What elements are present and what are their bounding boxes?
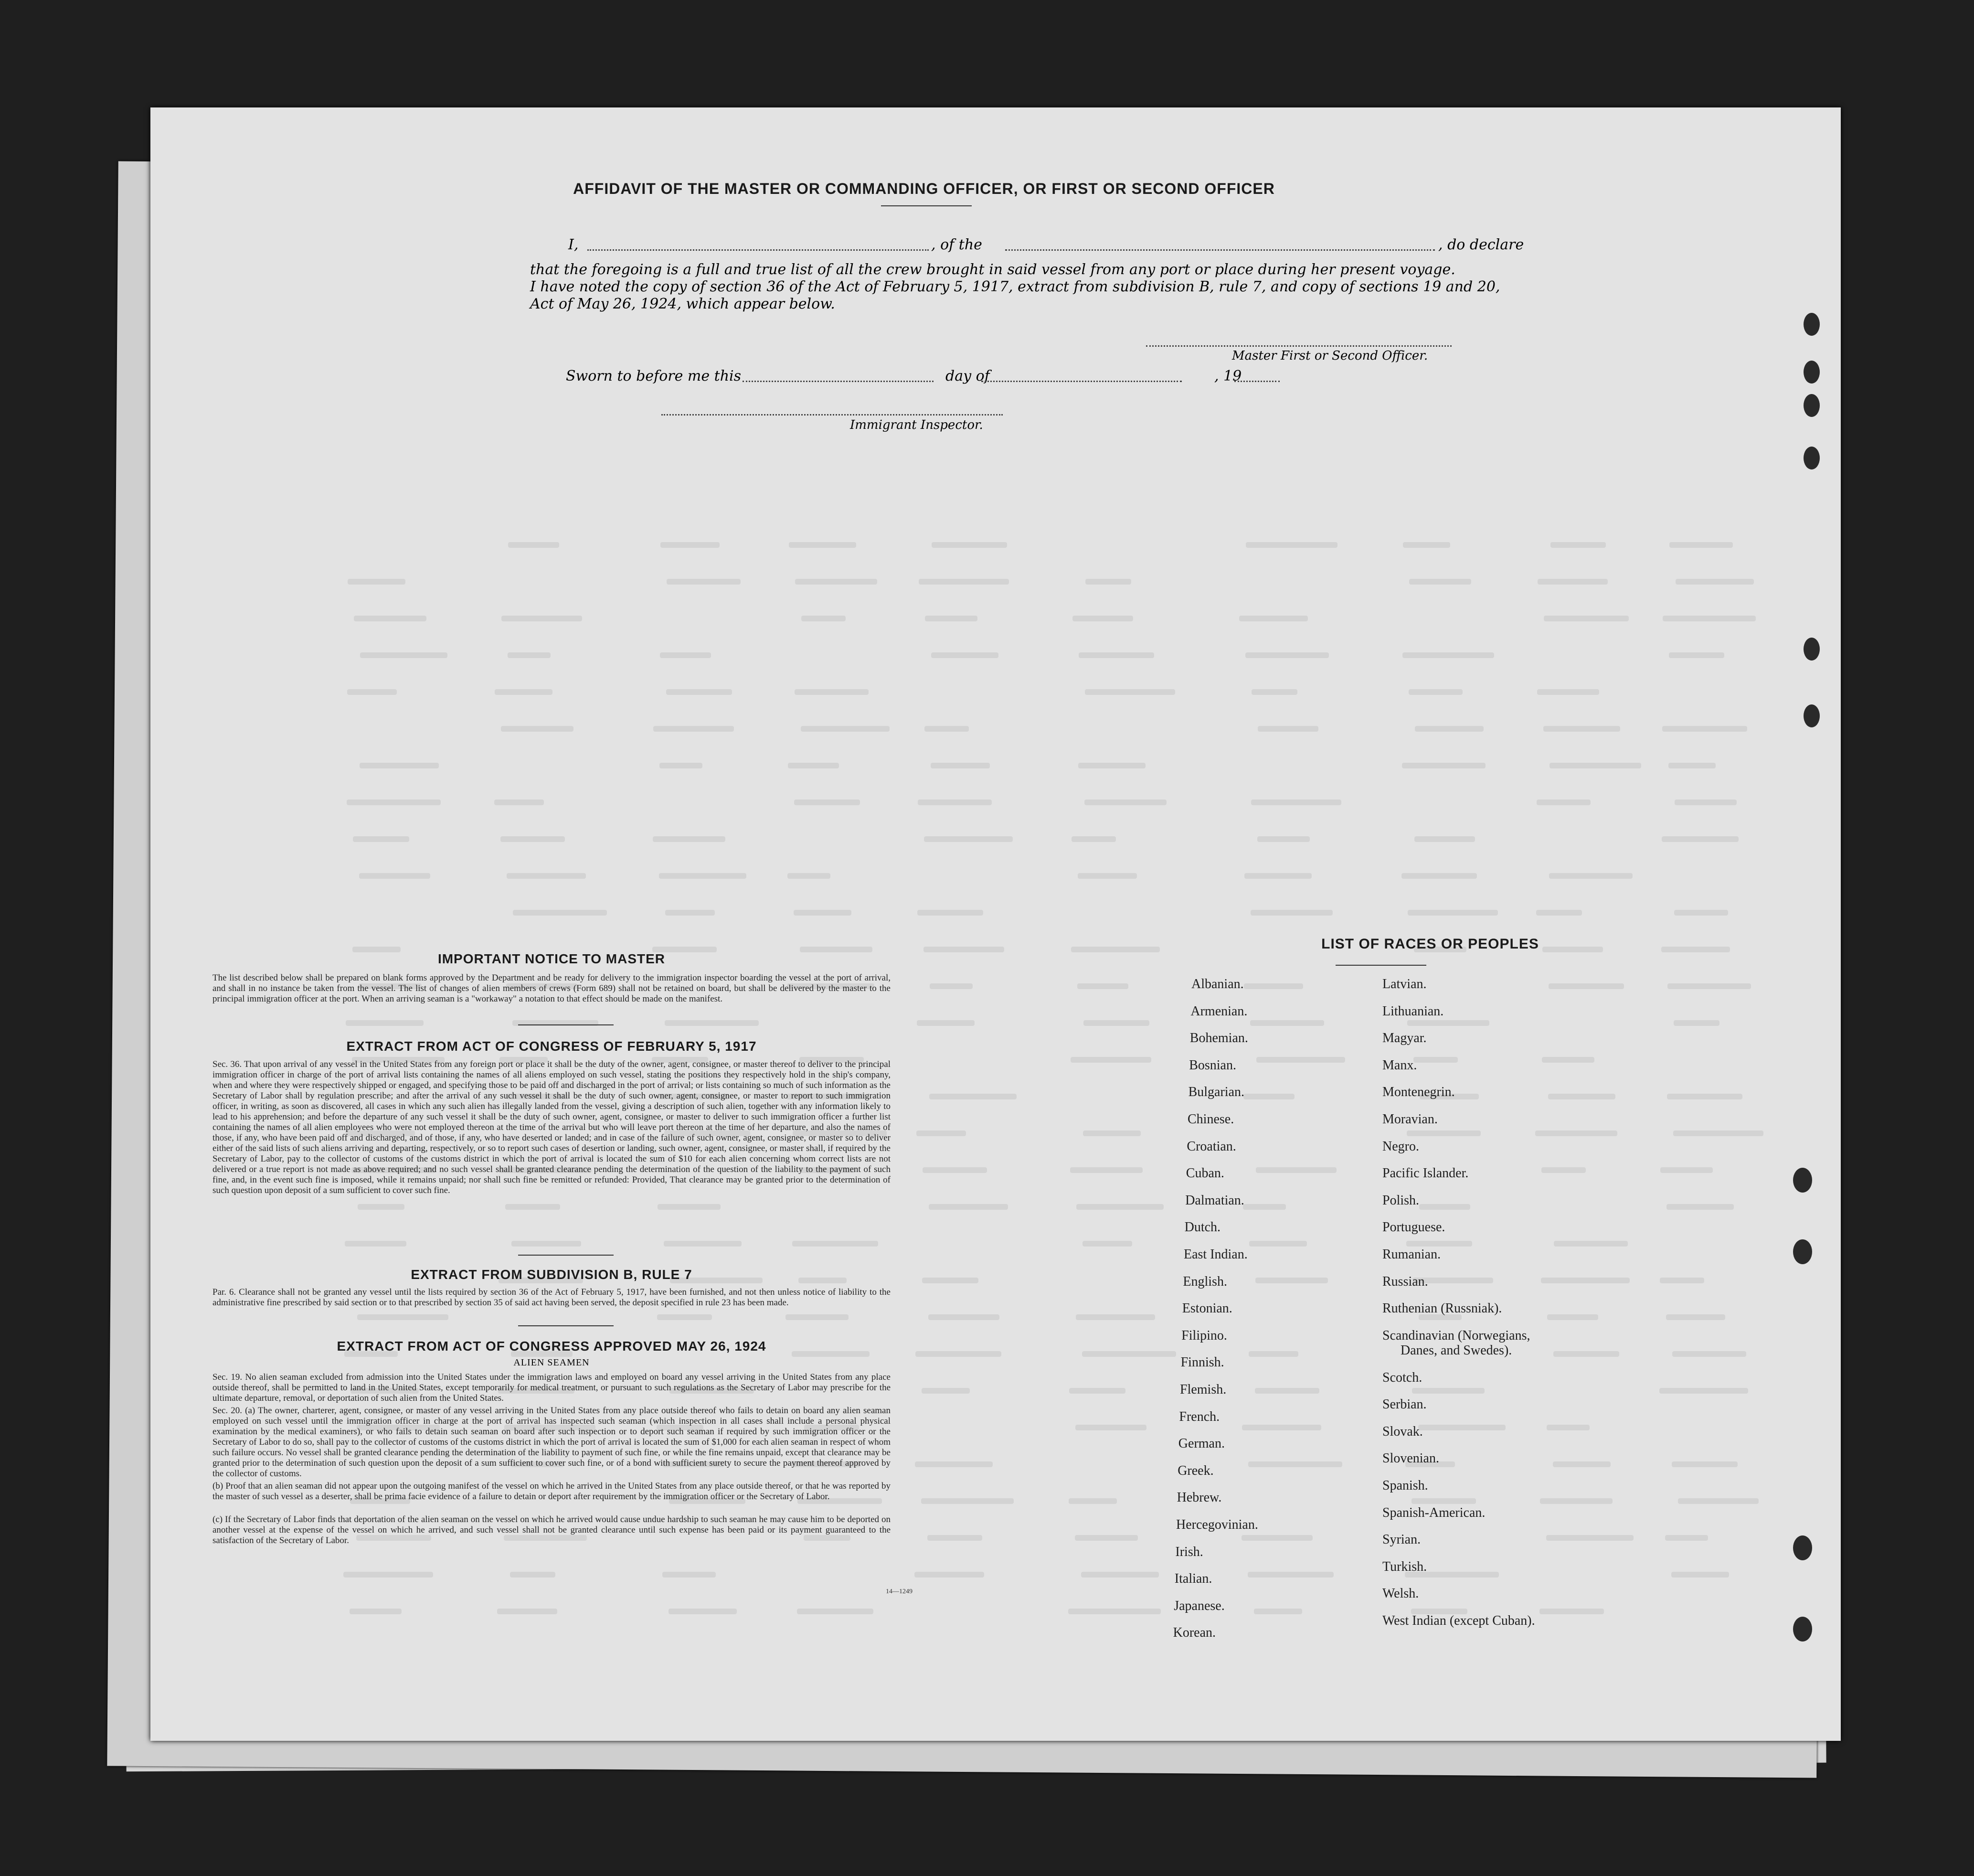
race-item: Estonian. (1182, 1301, 1232, 1316)
bleed-mark (801, 616, 846, 621)
bleed-mark (1077, 983, 1128, 989)
affidavit-line-1 (568, 236, 1566, 256)
bleed-mark (1408, 910, 1498, 916)
bleed-mark (931, 652, 998, 658)
bleed-mark (1254, 1609, 1302, 1614)
vessel-blank (1005, 249, 1435, 251)
race-item: Lithuanian. (1382, 1003, 1444, 1019)
bleed-mark (922, 1388, 970, 1394)
divider (518, 1024, 614, 1025)
extract-1924-subtitle: ALIEN SEAMEN (513, 1357, 590, 1368)
race-item: Pacific Islander. (1382, 1166, 1469, 1181)
extract-rule7-text: Par. 6. Clearance shall not be granted any vessel until the lists required by section 36 of the Act of February 5, 1917, have been furnished, and not then unless notice of liability to the administrative fine prescribed by said section or to that prescribed by section 35 of said act having been served, the deposit specified in rule 23 has been made. (212, 1287, 891, 1308)
race-item: Albanian. (1191, 977, 1244, 991)
bleed-mark (922, 1278, 978, 1283)
bleed-mark (505, 1204, 560, 1210)
extract-1924-sec20a: Sec. 20. (a) The owner, charterer, agent, consignee, or master of any vessel arriving in the United States from any place outside thereof who fails to detain on board any alien seaman employed on such vessel until the immigration officer in charge at the port of arrival has inspected such seaman (which inspection in all cases shall include a personal physical examination by the medical examiners), or who fails to detain such seaman on board after such inspection or to deport such seaman if required by such immigration officer or the Secretary of Labor to do so, shall pay to the collector of customs of the customs district in which the port of arrival is located the sum of $1,000 for each alien seaman in respect of whom such failure occurs. No vessel shall be granted clearance pending the determination of the liability to payment of such fine, or while the fine remains unpaid, except that clearance may be granted prior to the determination of such question upon the deposit of a sum sufficient to cover such fine, or of a bond with sufficient surety to secure the payment thereof approved by the collector of customs. (212, 1406, 891, 1479)
bleed-mark (1243, 1204, 1286, 1210)
bleed-mark (1256, 1167, 1337, 1173)
bleed-mark (1537, 689, 1599, 695)
bleed-mark (653, 836, 725, 842)
race-item: Ruthenian (Russniak). (1382, 1301, 1502, 1316)
race-item: Russian. (1382, 1274, 1428, 1289)
bleed-mark (665, 1020, 759, 1026)
extract-1917-text: Sec. 36. That upon arrival of any vessel in the United States from any foreign port or place it shall be the duty of the owner, agent, consignee, or master thereof to deliver to the principal immigration officer in charge of the port of arrival lists containing the names of all aliens employed on such vessel, stating the positions they respectively hold in the ship's company, when and where they were respectively shipped or engaged, and specifying those to be paid off and discharged in the port of arrival; or lists containing so much of such information as the Secretary of Labor shall by regulation prescribe; and after the arrival of any such vessel it shall be the duty of such owner, agent, consignee, or master to report to such immigration officer, in writing, as soon as discovered, all cases in which any such alien has illegally landed from the vessel, giving a description of such alien, together with any information likely to lead to his apprehension; and before the departure of any such vessel it shall be the duty of such owner, agent, consignee, or master to deliver to such immigration officer a further list containing the names of all alien employees who were not employed thereon at the time of the arrival but who will leave port thereon at the time of her departure, and also the names of those, if any, who have been paid off and discharged, and of those, if any, who have deserted or landed; and in case of the failure of such owner, agent, consignee, or master so to deliver either of the said lists of such aliens arriving and departing, respectively, or so to report such cases of desertion or landing, such owner, agent, consignee, or master shall, if required by the Secretary of Labor, pay to the collector of customs of the customs district in which the port of arrival is located the sum of $10 for each alien concerning whom correct lists are not delivered or a true report is not made as above required; and no such vessel shall be granted clearance pending the determination of the question of the liability to the payment of such fine, and, in the event such fine is imposed, while it remains unpaid; nor shall such fine be remitted or refunded: Provided, That clearance may be granted prior to the determination of such question upon deposit of a sum sufficient to cover such fine. (212, 1059, 891, 1195)
punch-hole (1804, 638, 1820, 661)
bleed-mark (1085, 689, 1175, 695)
bleed-mark (801, 726, 890, 732)
race-item: Bosnian. (1189, 1057, 1236, 1073)
bleed-mark (658, 1204, 721, 1210)
manifest-page (150, 107, 1841, 1741)
bleed-mark (1069, 1498, 1117, 1504)
bleed-mark (1407, 1020, 1489, 1026)
bleed-mark (665, 910, 715, 916)
race-item: Spanish-American. (1382, 1505, 1486, 1520)
bleed-mark (1665, 1535, 1708, 1541)
bleed-mark (1675, 799, 1737, 805)
bleed-mark (1407, 1130, 1481, 1136)
race-item: Greek. (1178, 1463, 1214, 1478)
divider (1336, 965, 1426, 966)
bleed-mark (925, 616, 977, 621)
bleed-mark (1543, 726, 1620, 732)
race-item: East Indian. (1184, 1247, 1248, 1262)
bleed-mark (501, 726, 573, 732)
bleed-mark (787, 873, 830, 879)
bleed-mark (931, 763, 990, 768)
bleed-mark (508, 652, 551, 658)
bleed-mark (1079, 652, 1154, 658)
sworn-month-blank (981, 381, 1182, 382)
bleed-mark (1085, 579, 1131, 585)
bleed-mark (1674, 1020, 1719, 1026)
extract-1924-sec20c: (c) If the Secretary of Labor finds that deportation of the alien seaman on the vessel on which he arrived would cause undue hardship to such seaman he may cause him to be deported on another vessel at the expense of the vessel on which he arrived, and such vessel shall not be granted clearance until such expense has been paid or its payment guaranteed to the satisfaction of the Secretary of Labor. (212, 1514, 891, 1546)
bleed-mark (350, 1609, 402, 1614)
race-item: Finnish. (1180, 1355, 1224, 1370)
bleed-mark (653, 726, 734, 732)
bleed-mark (508, 542, 559, 548)
bleed-mark (345, 1241, 406, 1247)
race-item: Manx. (1382, 1057, 1417, 1073)
race-item: French. (1179, 1409, 1220, 1424)
bleed-mark (924, 726, 969, 732)
bleed-mark (794, 910, 851, 916)
bleed-mark (915, 1351, 1001, 1357)
bleed-mark (1242, 1535, 1313, 1541)
bleed-mark (513, 910, 607, 916)
bleed-mark (1666, 1204, 1734, 1210)
race-item: Dutch. (1184, 1220, 1221, 1235)
bleed-mark (346, 1020, 424, 1026)
bleed-mark (917, 1020, 975, 1026)
bleed-mark (1242, 1425, 1321, 1430)
bleed-mark (1249, 1241, 1307, 1247)
bleed-mark (360, 652, 447, 658)
notice-text: The list described below shall be prepared on blank forms approved by the Department and be ready for delivery to the immigration inspector boarding the vessel at the port of arrival, and shall in no instance be taken from the vessel. The list of changes of alien members of crews (Form 689) shall not be retained on board, but shall be delivered by the master to the principal immigration officer at the port. When an arriving seaman is a "workaway" a notation to that effect should be made on the manifest. (212, 973, 891, 1004)
inspector-label: Immigrant Inspector. (850, 418, 983, 432)
bleed-mark (1667, 1094, 1742, 1099)
bleed-mark (795, 579, 877, 585)
extract-1924-sec19: Sec. 19. No alien seaman excluded from admission into the United States under the immigration laws and employed on board any vessel arriving in the United States from any place outside thereof, shall be permitted to land in the United States, except temporarily for medical treatment, or pursuant to such regulations as the Secretary of Labor may prescribe for the ultimate departure, removal, or deportation of such alien from the United States. (212, 1372, 891, 1403)
bleed-mark (1661, 947, 1730, 952)
race-item: Hebrew. (1177, 1490, 1222, 1505)
bleed-mark (1072, 616, 1133, 621)
bleed-mark (510, 1572, 555, 1578)
bleed-mark (1071, 1057, 1151, 1063)
bleed-mark (1671, 1572, 1729, 1578)
race-item: Slovak. (1382, 1424, 1423, 1439)
sworn-day-blank (743, 381, 934, 382)
bleed-mark (1674, 910, 1728, 916)
punch-hole (1804, 313, 1820, 336)
bleed-mark (347, 689, 397, 695)
bleed-mark (917, 910, 983, 916)
race-item: Japanese. (1174, 1598, 1225, 1613)
sworn-prefix: Sworn to before me this (566, 368, 742, 384)
bleed-mark (918, 799, 992, 805)
bleed-mark (1538, 579, 1608, 585)
bleed-mark (1659, 1388, 1748, 1394)
race-item: Korean. (1173, 1625, 1216, 1641)
bleed-mark (1553, 1351, 1619, 1357)
bleed-mark (795, 689, 869, 695)
bleed-mark (1244, 873, 1312, 879)
bleed-mark (1243, 1094, 1295, 1099)
day-of-label: day of (945, 368, 990, 384)
bleed-mark (1251, 799, 1341, 805)
bleed-mark (1081, 1572, 1159, 1578)
race-item: Polish. (1382, 1193, 1420, 1208)
bleed-mark (1070, 1167, 1143, 1173)
bleed-mark (797, 1609, 873, 1614)
punch-hole (1793, 1617, 1812, 1642)
punch-hole (1804, 361, 1820, 384)
race-item: Dalmatian. (1185, 1193, 1244, 1208)
bleed-mark (1069, 1388, 1125, 1394)
race-item: Scotch. (1382, 1370, 1422, 1385)
bleed-mark (1244, 983, 1303, 989)
bleed-mark (1250, 1020, 1324, 1026)
bleed-mark (927, 1535, 982, 1541)
bleed-mark (1248, 1461, 1342, 1467)
bleed-mark (1662, 726, 1747, 732)
bleed-mark (664, 1241, 742, 1247)
bleed-mark (667, 579, 741, 585)
bleed-mark (1402, 763, 1486, 768)
declare-label: , do declare (1438, 236, 1524, 253)
race-item: Chinese. (1188, 1112, 1234, 1127)
divider (881, 205, 972, 206)
bleed-mark (497, 1609, 557, 1614)
race-item: Filipino. (1181, 1328, 1227, 1343)
bleed-mark (1403, 542, 1450, 548)
bleed-mark (347, 799, 441, 805)
bleed-mark (792, 1241, 878, 1247)
race-item: Hercegovinian. (1176, 1517, 1258, 1532)
bleed-mark (785, 1314, 849, 1320)
race-item: Negro. (1382, 1139, 1419, 1154)
race-item: West Indian (except Cuban). (1382, 1613, 1535, 1628)
race-item: Welsh. (1382, 1586, 1419, 1601)
extract-rule7-title: EXTRACT FROM SUBDIVISION B, RULE 7 (411, 1267, 692, 1282)
bleed-mark (1068, 1609, 1161, 1614)
bleed-mark (1255, 1278, 1328, 1283)
bleed-mark (788, 763, 839, 768)
race-item: Montenegrin. (1382, 1085, 1455, 1100)
bleed-mark (914, 1572, 984, 1578)
race-item: Danes, and Swedes). (1401, 1343, 1512, 1358)
race-item: Irish. (1175, 1544, 1203, 1559)
signature-blank (1146, 345, 1452, 347)
race-item: Bulgarian. (1188, 1085, 1245, 1100)
race-item: Bohemian. (1189, 1031, 1248, 1046)
bleed-mark (1412, 1388, 1485, 1394)
bleed-mark (1412, 1498, 1476, 1504)
bleed-mark (789, 542, 856, 548)
punch-hole (1804, 394, 1820, 417)
bleed-mark (1075, 1535, 1138, 1541)
divider (518, 1255, 614, 1256)
bleed-mark (1541, 1278, 1630, 1283)
bleed-mark (930, 983, 973, 989)
bleed-mark (1255, 1388, 1319, 1394)
race-item: Slovenian. (1382, 1451, 1439, 1466)
bleed-mark (1252, 689, 1297, 695)
affidavit-line-2: that the foregoing is a full and true list of all the crew brought in said vessel from any port or place during her present voyage. (530, 261, 1455, 278)
bleed-mark (657, 1314, 712, 1320)
bleed-mark (1672, 1351, 1746, 1357)
bleed-mark (1549, 873, 1633, 879)
bleed-mark (929, 1204, 1008, 1210)
bleed-mark (924, 836, 1013, 842)
punch-hole (1793, 1239, 1812, 1264)
bleed-mark (1668, 763, 1716, 768)
bleed-mark (357, 1314, 448, 1320)
bleed-mark (1083, 1020, 1149, 1026)
bleed-mark (1413, 1057, 1458, 1063)
bleed-mark (1409, 579, 1471, 585)
bleed-mark (354, 616, 426, 621)
race-item: Turkish. (1382, 1559, 1427, 1574)
race-item: Magyar. (1382, 1031, 1427, 1046)
bleed-mark (1248, 1572, 1334, 1578)
bleed-mark (1669, 652, 1724, 658)
bleed-mark (1418, 1425, 1506, 1430)
bleed-mark (507, 873, 586, 879)
sworn-line (566, 368, 1406, 387)
bleed-mark (923, 1167, 987, 1173)
bleed-mark (1078, 873, 1137, 879)
bleed-mark (1535, 1130, 1617, 1136)
bleed-mark (1663, 616, 1756, 621)
bleed-mark (358, 1204, 404, 1210)
name-blank (587, 249, 929, 251)
bleed-mark (1257, 836, 1310, 842)
bleed-mark (1246, 542, 1337, 548)
bleed-mark (1401, 873, 1477, 879)
bleed-mark (915, 1461, 993, 1467)
of-the-label: , of the (931, 236, 982, 253)
punch-hole (1804, 447, 1820, 469)
bleed-mark (1075, 1425, 1146, 1430)
bleed-mark (1537, 799, 1591, 805)
bleed-mark (666, 689, 732, 695)
affidavit-title: AFFIDAVIT OF THE MASTER OR COMMANDING OFFICER, OR FIRST OR SECOND OFFICER (573, 180, 1275, 197)
bleed-mark (1667, 983, 1751, 989)
sworn-year-blank (1234, 381, 1280, 382)
bleed-mark (1084, 799, 1167, 805)
race-item: Portuguese. (1382, 1220, 1445, 1235)
bleed-mark (932, 542, 1007, 548)
bleed-mark (1076, 1204, 1164, 1210)
bleed-mark (1541, 1167, 1586, 1173)
notice-title: IMPORTANT NOTICE TO MASTER (437, 951, 666, 966)
bleed-mark (1536, 910, 1582, 916)
race-item: Syrian. (1382, 1532, 1421, 1547)
punch-hole (1793, 1535, 1812, 1560)
bleed-mark (1550, 542, 1606, 548)
form-number: 14—1249 (886, 1588, 913, 1595)
bleed-mark (794, 799, 860, 805)
bleed-mark (659, 873, 746, 879)
bleed-mark (1256, 1057, 1345, 1063)
bleed-mark (1672, 1461, 1738, 1467)
bleed-mark (1678, 1498, 1759, 1504)
inspector-blank (661, 414, 1003, 416)
bleed-mark (1669, 542, 1733, 548)
bleed-mark (1076, 1314, 1155, 1320)
bleed-mark (1547, 1425, 1590, 1430)
race-item: Rumanian. (1382, 1247, 1441, 1262)
bleed-mark (1083, 1130, 1141, 1136)
bleed-mark (1539, 1609, 1604, 1614)
bleed-mark (1540, 1498, 1613, 1504)
extract-1917-title: EXTRACT FROM ACT OF CONGRESS OF FEBRUARY 5, 1917 (346, 1039, 757, 1054)
declarant-prefix: I, (568, 236, 579, 253)
affidavit-line-4: Act of May 26, 1924, which appear below. (530, 296, 835, 312)
bleed-mark (1660, 1278, 1704, 1283)
bleed-mark (1258, 726, 1318, 732)
bleed-mark (929, 1094, 1017, 1099)
bleed-mark (495, 689, 552, 695)
bleed-mark (1409, 689, 1463, 695)
bleed-mark (511, 1241, 581, 1247)
bleed-mark (1676, 579, 1754, 585)
affidavit-line-3: I have noted the copy of section 36 of the Act of February 5, 1917, extract from subdivision B, rule 7, and copy of sections 19 and 20, (530, 278, 1500, 295)
race-item: Croatian. (1187, 1139, 1236, 1154)
bleed-mark (343, 1572, 433, 1578)
extract-1924-sec20b: (b) Proof that an alien seaman did not appear upon the outgoing manifest of the vessel on which he arrived in the United States from any place outside thereof, or that he was reported by the master of such vessel as a deserter, shall be prima facie evidence of a failure to detain or deport after requirement by the immigration officer or the Secretary of Labor. (212, 1481, 891, 1502)
bleed-mark (1406, 1241, 1472, 1247)
race-item: Scandinavian (Norwegians, (1382, 1328, 1530, 1343)
bleed-mark (348, 579, 405, 585)
bleed-mark (353, 836, 409, 842)
race-item: Serbian. (1382, 1397, 1427, 1412)
bleed-mark (919, 579, 1009, 585)
bleed-mark (1542, 1057, 1594, 1063)
bleed-mark (360, 763, 439, 768)
bleed-mark (923, 947, 1004, 952)
bleed-mark (1072, 836, 1116, 842)
bleed-mark (916, 1130, 966, 1136)
race-item: Spanish. (1382, 1478, 1428, 1493)
bleed-mark (1546, 1535, 1634, 1541)
bleed-mark (494, 799, 544, 805)
bleed-mark (1249, 1351, 1298, 1357)
bleed-mark (1553, 1461, 1611, 1467)
race-item: Cuban. (1186, 1166, 1224, 1181)
bleed-mark (1419, 1204, 1470, 1210)
bleed-mark (1554, 1241, 1628, 1247)
bleed-mark (662, 1572, 716, 1578)
bleed-mark (1414, 836, 1475, 842)
race-item: Italian. (1174, 1571, 1212, 1587)
bleed-mark (1673, 1130, 1763, 1136)
extract-1924-title: EXTRACT FROM ACT OF CONGRESS APPROVED MAY 26, 1924 (337, 1339, 766, 1354)
bleed-mark (1402, 652, 1494, 658)
bleed-mark (1082, 1351, 1176, 1357)
bleed-mark (1660, 1167, 1713, 1173)
bleed-mark (1083, 1241, 1132, 1247)
bleed-mark (660, 652, 711, 658)
bleed-mark (921, 1498, 1014, 1504)
bleed-mark (1239, 616, 1308, 621)
bleed-mark (1548, 1094, 1615, 1099)
bleed-mark (1251, 910, 1333, 916)
bleed-mark (660, 542, 720, 548)
punch-hole (1793, 1168, 1812, 1193)
bleed-mark (1549, 983, 1624, 989)
race-item: English. (1183, 1274, 1227, 1289)
bleed-mark (501, 616, 582, 621)
bleed-mark (1415, 726, 1484, 732)
bleed-mark (1544, 616, 1629, 621)
bleed-mark (1071, 947, 1160, 952)
bleed-mark (659, 763, 702, 768)
signature-label: Master First or Second Officer. (1232, 349, 1428, 363)
race-item: Moravian. (1382, 1112, 1438, 1127)
punch-hole (1804, 704, 1820, 727)
divider (518, 1325, 614, 1326)
bleed-mark (669, 1609, 737, 1614)
bleed-mark (1662, 836, 1739, 842)
bleed-mark (1666, 1314, 1725, 1320)
bleed-mark (500, 836, 565, 842)
race-item: Armenian. (1190, 1003, 1248, 1019)
bleed-mark (928, 1314, 999, 1320)
bleed-mark (1245, 652, 1329, 658)
races-title: LIST OF RACES OR PEOPLES (1321, 936, 1539, 952)
bleed-mark (1078, 763, 1146, 768)
bleed-mark (1547, 1314, 1598, 1320)
bleed-mark (359, 873, 430, 879)
race-item: German. (1178, 1436, 1225, 1451)
race-item: Latvian. (1382, 977, 1427, 991)
bleed-mark (1549, 763, 1641, 768)
year-prefix: , 19 (1214, 368, 1242, 384)
race-item: Flemish. (1180, 1382, 1227, 1397)
